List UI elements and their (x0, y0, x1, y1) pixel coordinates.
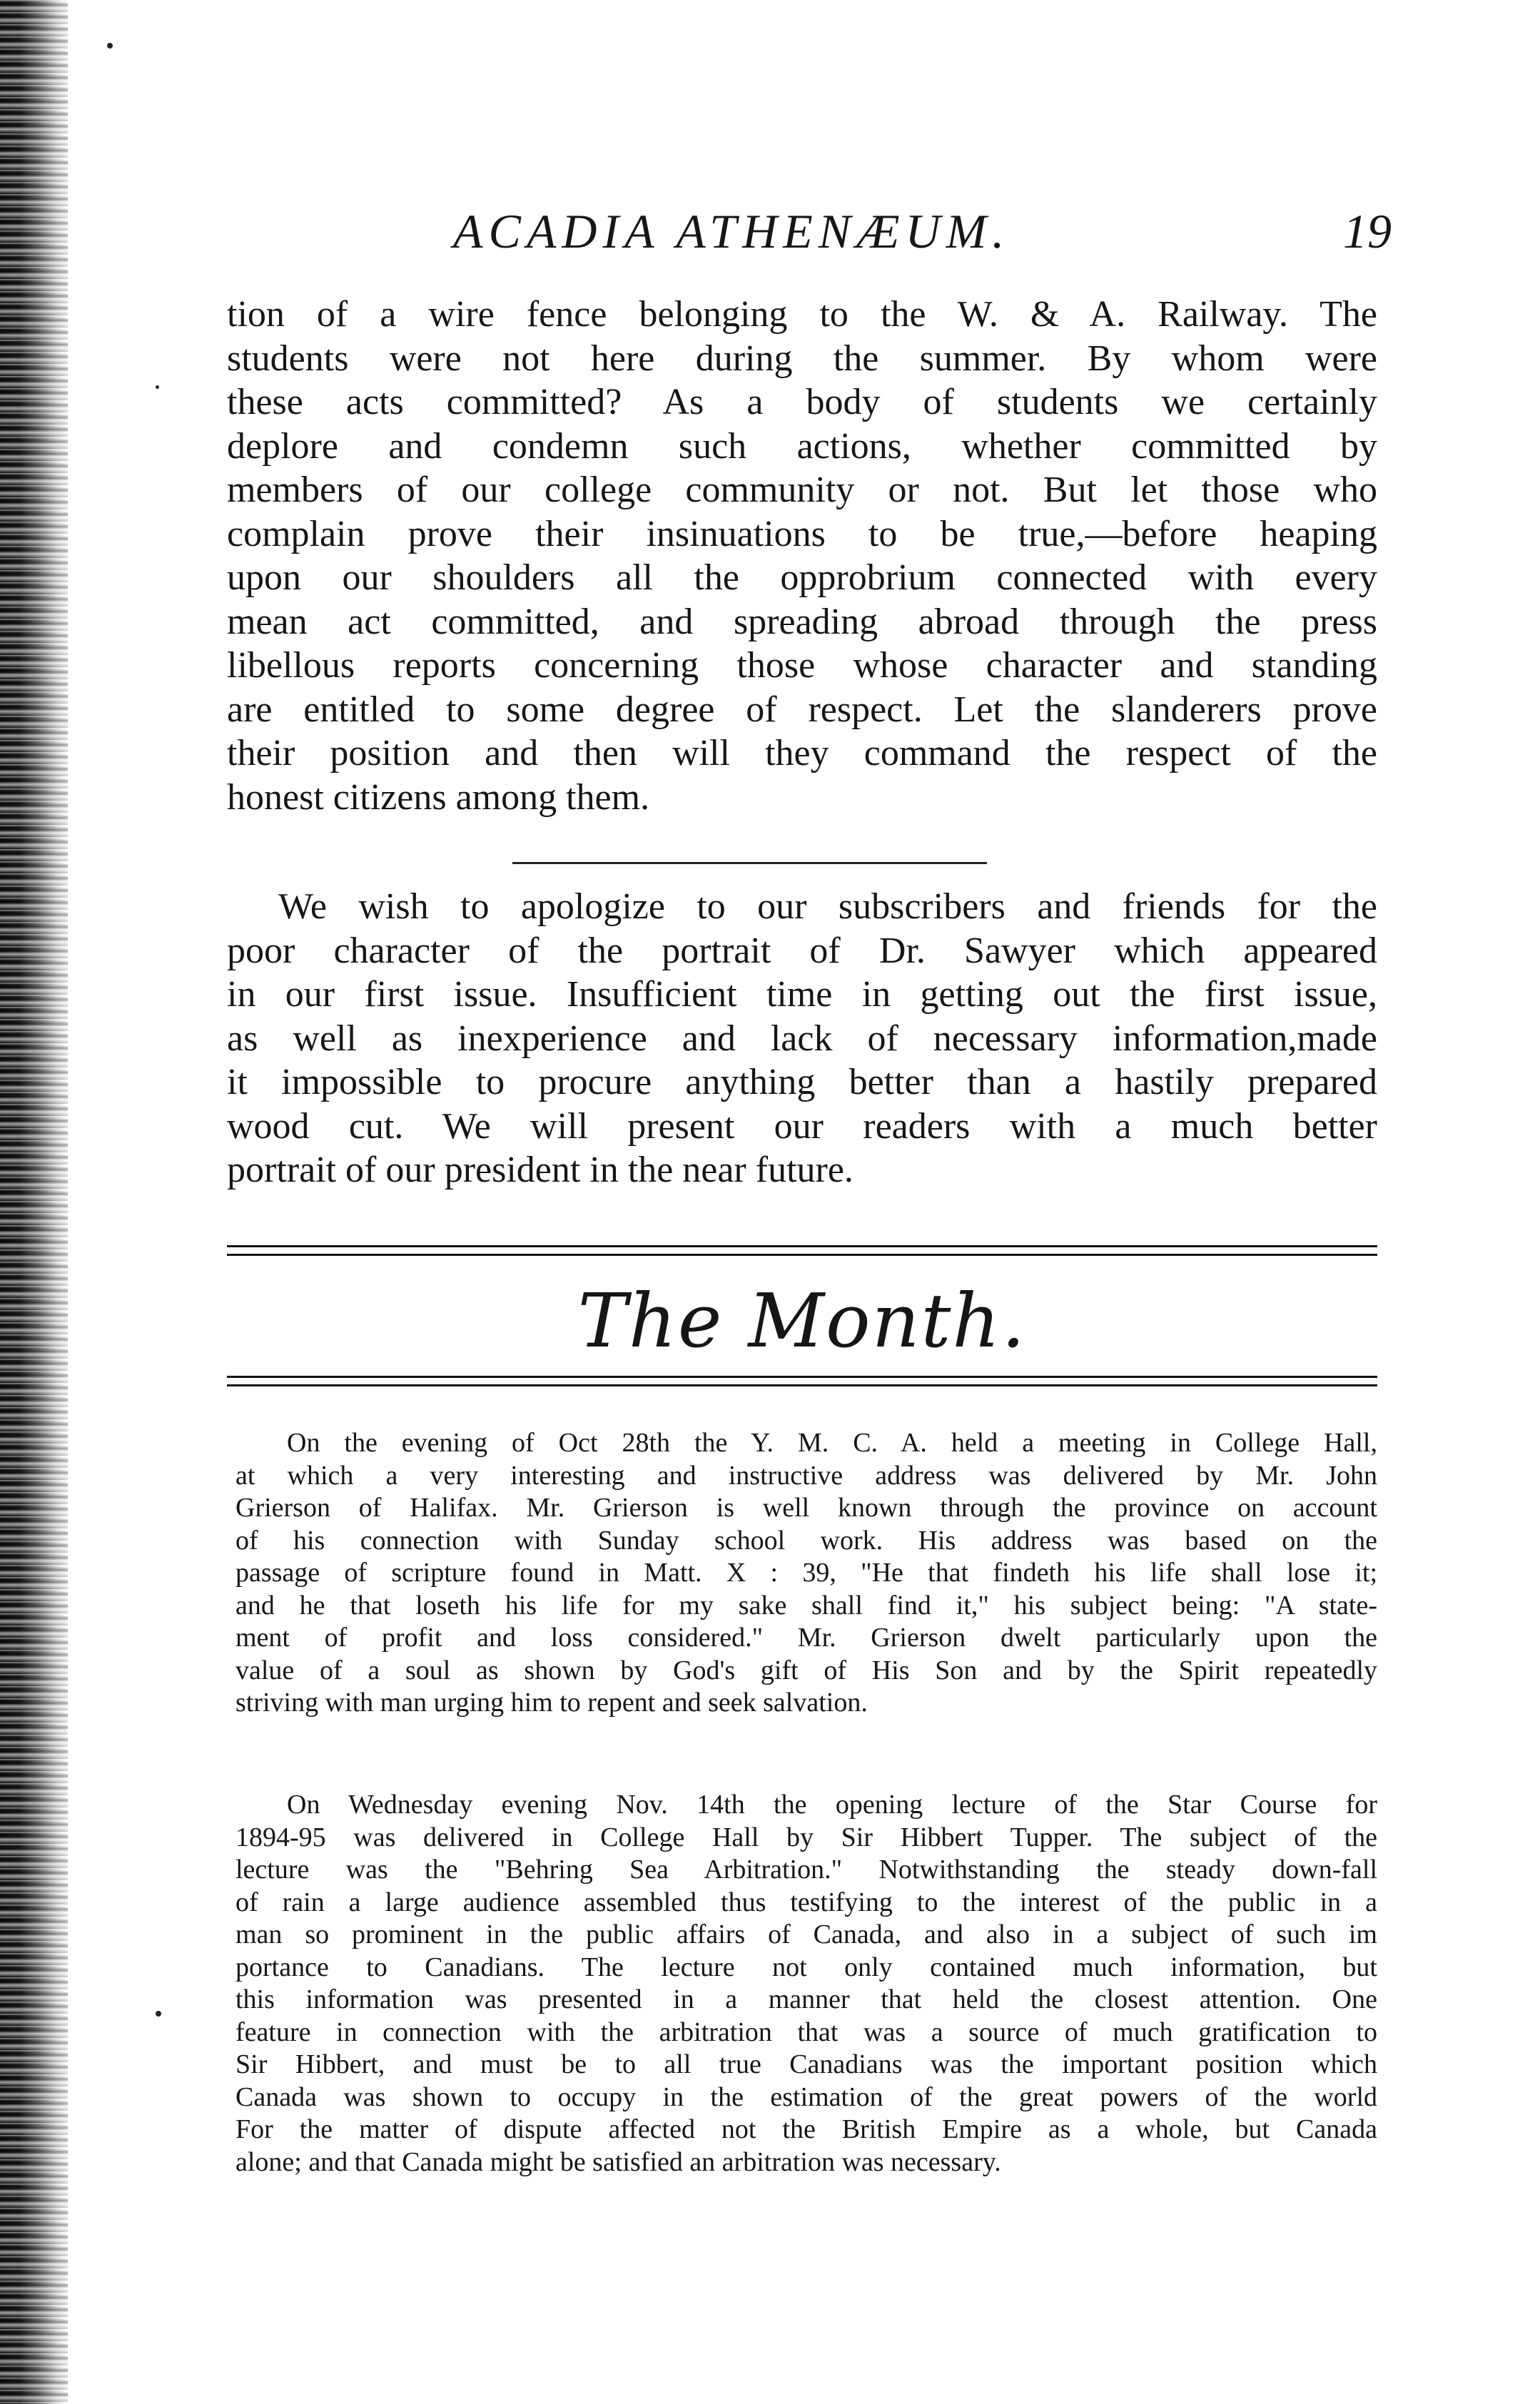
text-line: Sir Hibbert, and must be to all true Canadians was the important position which (235, 2049, 1377, 2079)
ink-speck (107, 43, 113, 49)
apology-notice (227, 885, 1377, 1192)
text-line: of rain a large audience assembled thus testifying to the interest of the public in a (235, 1887, 1377, 1917)
text-line: feature in connection with the arbitration that was a source of much gratification to (235, 2017, 1377, 2047)
text-line: passage of scripture found in Matt. X : 39, "He that findeth his life shall lose it; (235, 1558, 1377, 1588)
text-line: alone; and that Canada might be satisfied an arbitration was necessary. (235, 2146, 1001, 2177)
section-divider (512, 862, 987, 864)
text-line: For the matter of dispute affected not the British Empire as a whole, but Canada (235, 2114, 1377, 2144)
text-line: this information was presented in a manner that held the closest attention. One (235, 1984, 1377, 2014)
text-line: and he that loseth his life for my sake shall find it," his subject being: "A state- (235, 1590, 1377, 1621)
text-line: at which a very interesting and instructive address was delivered by Mr. John (235, 1460, 1377, 1491)
text-line: ment of profit and loss considered." Mr. Grierson dwelt particularly upon the (235, 1623, 1377, 1653)
text-line: We wish to apologize to our subscribers and friends for the (278, 886, 1377, 927)
month-paragraph-star-course (235, 1789, 1377, 2179)
article-continuation (227, 293, 1377, 819)
text-line: mean act committed, and spreading abroad through the press (227, 601, 1377, 642)
text-line: portance to Canadians. The lecture not only contained much information, but (235, 1952, 1377, 1982)
text-line: poor character of the portrait of Dr. Sawyer which appeared (227, 930, 1377, 971)
text-line: complain prove their insinuations to be true,—before heaping (227, 513, 1377, 554)
text-line: tion of a wire fence belonging to the W. & A. Railway. The (227, 294, 1377, 335)
ink-speck (156, 2011, 161, 2017)
text-line: Canada was shown to occupy in the estimation of the great powers of the world (235, 2081, 1377, 2112)
text-line: members of our college community or not. But let those who (227, 470, 1377, 510)
section-heading: The Month. (577, 1277, 1027, 1364)
page-number: 19 (1343, 204, 1392, 258)
journal-title: ACADIA ATHENÆUM. (453, 204, 1010, 258)
text-line: upon our shoulders all the opprobrium connected with every (227, 557, 1377, 598)
text-line: as well as inexperience and lack of necessary information,made (227, 1018, 1377, 1059)
text-line: On the evening of Oct 28th the Y. M. C. A. held a meeting in College Hall, (287, 1428, 1377, 1458)
text-line: man so prominent in the public affairs of Canada, and also in a subject of such im (235, 1919, 1377, 1949)
double-rule-top (227, 1245, 1377, 1256)
text-line: these acts committed? As a body of students we certainly (227, 382, 1377, 422)
text-line: it impossible to procure anything better than a hastily prepared (227, 1062, 1377, 1102)
text-line: On Wednesday evening Nov. 14th the opening lecture of the Star Course for (287, 1790, 1377, 1820)
running-head (214, 203, 1392, 260)
page-binding-edge (0, 0, 68, 2404)
text-line: Grierson of Halifax. Mr. Grierson is well known through the province on account (235, 1493, 1377, 1523)
text-line: wood cut. We will present our readers with a much better (227, 1105, 1377, 1147)
text-line: their position and then will they command the respect of the (227, 733, 1377, 774)
text-line: are entitled to some degree of respect. Let the slanderers prove (227, 689, 1377, 730)
text-line: honest citizens among them. (227, 776, 650, 818)
text-line: students were not here during the summer. By whom were (227, 338, 1377, 379)
text-line: libellous reports concerning those whose character and standing (227, 645, 1377, 686)
text-line: in our first issue. Insufficient time in getting out the first issue, (227, 974, 1377, 1015)
text-line: portrait of our president in the near future. (227, 1150, 853, 1190)
double-rule-bottom (227, 1376, 1377, 1386)
text-line: value of a soul as shown by God's gift of His Son and by the Spirit repeatedly (235, 1655, 1377, 1685)
text-line: lecture was the "Behring Sea Arbitration." Notwithstanding the steady down-fall (235, 1855, 1377, 1885)
text-line: striving with man urging him to repent and seek salvation. (235, 1688, 868, 1718)
text-line: deplore and condemn such actions, whether committed by (227, 425, 1377, 467)
month-paragraph-ymca (235, 1427, 1377, 1720)
text-line: of his connection with Sunday school work. His address was based on the (235, 1525, 1377, 1556)
ink-speck (156, 385, 159, 389)
text-line: 1894-95 was delivered in College Hall by Sir Hibbert Tupper. The subject of the (235, 1822, 1377, 1852)
